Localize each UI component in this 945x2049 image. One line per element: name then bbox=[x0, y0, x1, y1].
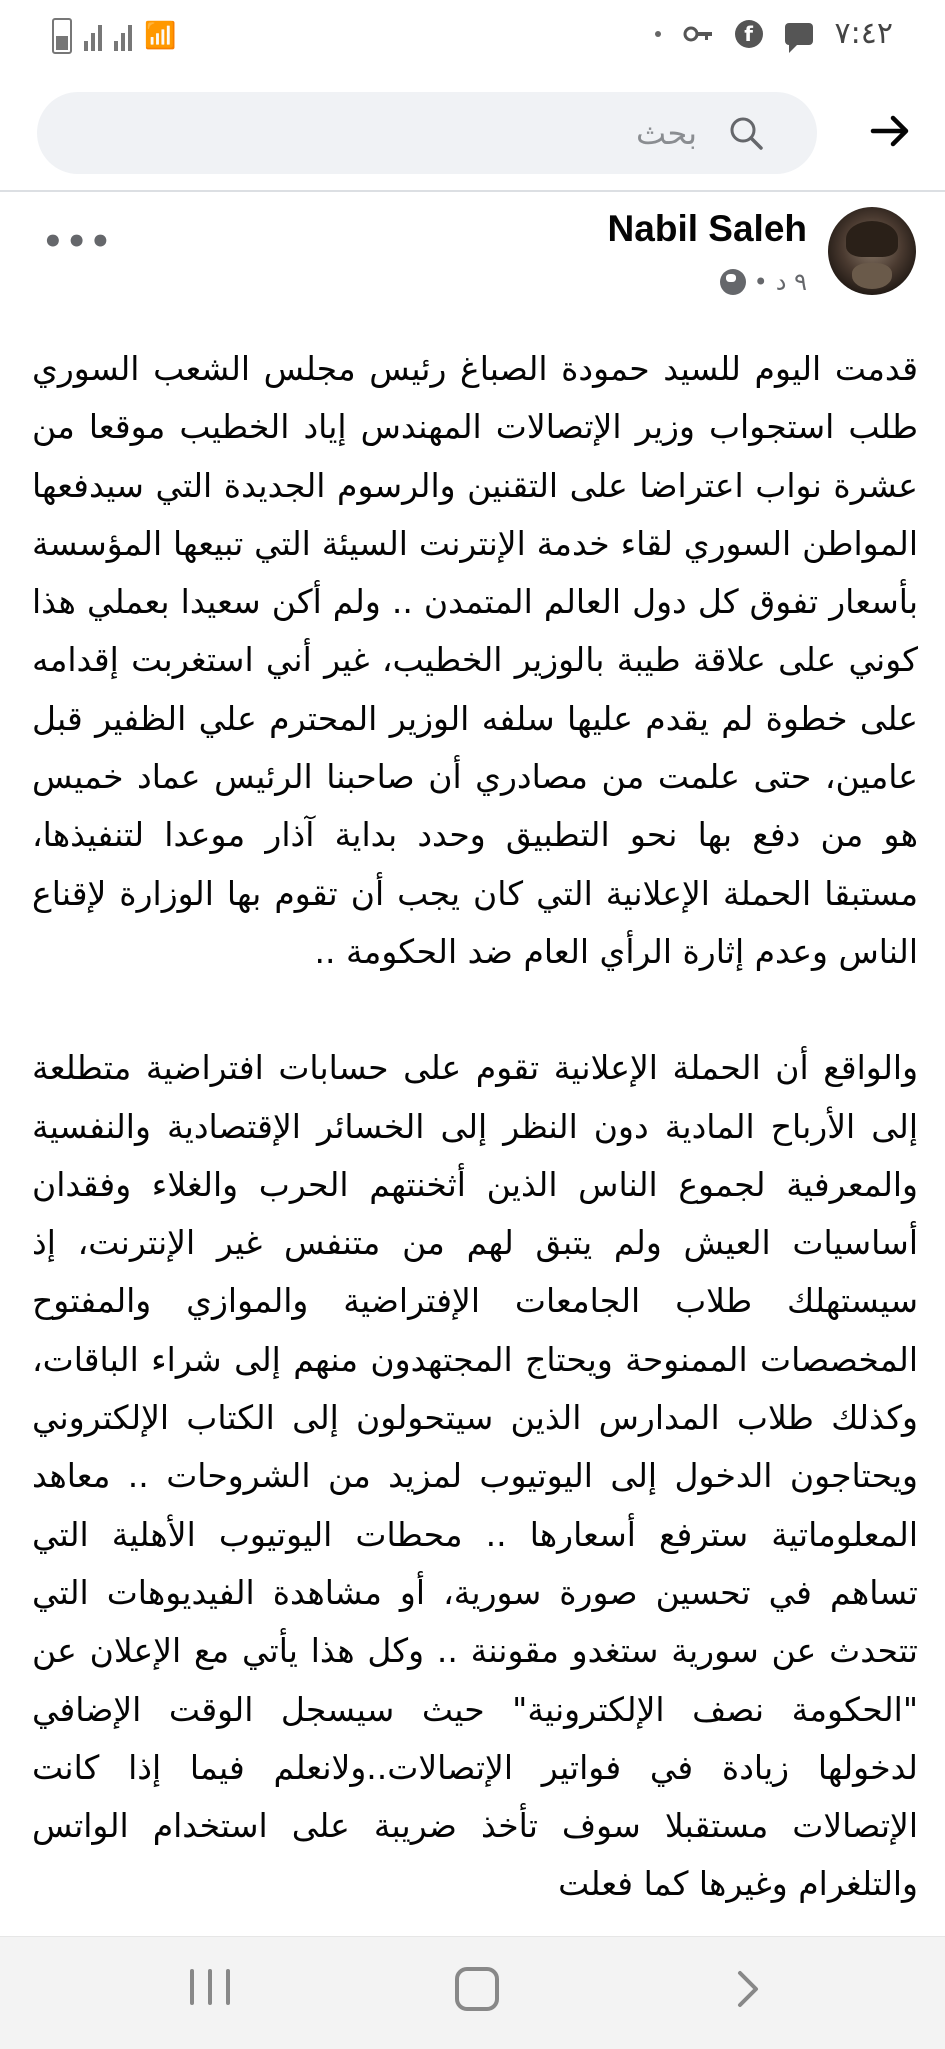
home-icon[interactable] bbox=[455, 1967, 499, 2011]
dot-icon bbox=[655, 31, 661, 37]
signal-icon bbox=[84, 21, 102, 51]
avatar[interactable] bbox=[828, 207, 916, 295]
search-placeholder: بحث bbox=[636, 114, 697, 152]
signal-icon bbox=[114, 21, 132, 51]
post-paragraph: والواقع أن الحملة الإعلانية تقوم على حسابات افتراضية متطلعة إلى الأرباح المادية دون النظر إلى الخسائر الإقتصادية والنفسية والمعرفية لجموع الناس الذين أثخنتهم الحرب والغلاء وفقدان أساسيات العيش ولم يتبق لهم من متنفس غير الإنترنت، إذ سيستهلك طلاب الجامعات الإفتراضية والموازي والمفتوح المخصصات الممنوحة ويحتاج المجتهدون منهم إلى شراء الباقات، وكذلك طلاب المدارس الذين سيتحولون إلى الكتاب الإلكتروني ويحتاجون الدخول إلى اليوتيوب لمزيد من الشروحات .. معاهد المعلوماتية سترفع أسعارها .. محطات اليوتيوب الأهلية التي تساهم في تحسين صورة سورية، أو مشاهدة الفيديوهات التي تتحدث عن سورية ستغدو مقوننة .. وكل هذا يأتي مع الإعلان عن "الحكومة نصف الإلكترونية" حيث سيسجل الوقت الإضافي لدخولها زيادة في فواتير الإتصالات..ولانعلم فيما إذا كانت الإتصالات مستقبلا سوف تأخذ ضريبة على استخدام الواتس والتلغرام وغيرها كما فعلت bbox=[32, 1048, 918, 1904]
facebook-icon: f bbox=[735, 20, 763, 48]
post-text bbox=[32, 340, 918, 1914]
author-name[interactable]: Nabil Saleh bbox=[607, 208, 807, 249]
status-bar bbox=[0, 0, 945, 72]
search-input[interactable] bbox=[37, 92, 817, 174]
post-meta bbox=[720, 268, 807, 296]
post-timestamp[interactable]: ٩ د bbox=[775, 268, 807, 296]
wifi-icon: 📶 bbox=[144, 21, 177, 51]
top-bar bbox=[0, 80, 945, 190]
status-left bbox=[52, 18, 176, 54]
status-right bbox=[655, 16, 893, 51]
header-divider bbox=[0, 190, 945, 192]
message-icon bbox=[785, 23, 813, 45]
globe-icon bbox=[720, 269, 746, 295]
search-icon bbox=[727, 114, 765, 152]
battery-icon bbox=[52, 18, 72, 54]
more-options-icon[interactable]: ••• bbox=[42, 222, 114, 262]
back-icon[interactable] bbox=[728, 1967, 768, 2011]
paragraph-gap bbox=[32, 981, 918, 1039]
recents-icon[interactable] bbox=[190, 1969, 230, 2009]
meta-separator: • bbox=[753, 268, 768, 296]
system-nav-bar bbox=[0, 1936, 945, 2049]
post-paragraph: قدمت اليوم للسيد حمودة الصباغ رئيس مجلس الشعب السوري طلب استجواب وزير الإتصالات المهندس إياد الخطيب موقعا من عشرة نواب اعتراضا على التقنين والرسوم الجديدة التي سيدفعها المواطن السوري لقاء خدمة الإنترنت السيئة التي تبيعها المؤسسة بأسعار تفوق كل دول العالم المتمدن .. ولم أكن سعيدا بعملي هذا كوني على علاقة طيبة بالوزير الخطيب، غير أني استغربت إقدامه على خطوة لم يقدم عليها سلفه الوزير المحترم علي الظفير قبل عامين، حتى علمت من مصادري أن صاحبنا الرئيس عماد خميس هو من دفع بها نحو التطبيق وحدد بداية آذار موعدا لتنفيذها، مستبقا الحملة الإعلانية التي كان يجب أن تقوم بها الوزارة لإقناع الناس وعدم إثارة الرأي العام ضد الحكومة .. bbox=[32, 349, 918, 971]
back-arrow-icon[interactable] bbox=[865, 106, 915, 156]
key-icon bbox=[683, 24, 713, 44]
clock: ٧:٤٢ bbox=[834, 16, 893, 51]
